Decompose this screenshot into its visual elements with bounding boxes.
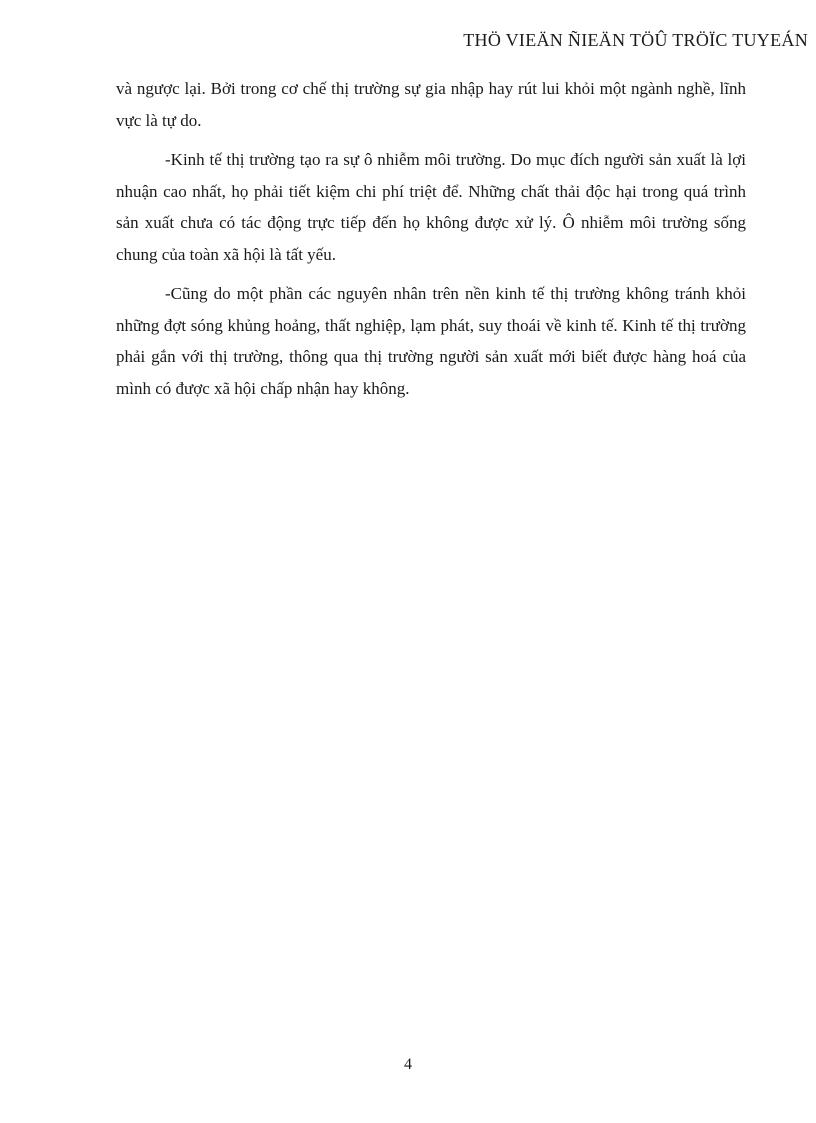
page-header: THÖ VIEÄN ÑIEÄN TÖÛ TRÖÏC TUYEÁN xyxy=(463,30,808,50)
page-number: 4 xyxy=(404,1056,412,1073)
paragraph-continuation: và ngược lại. Bởi trong cơ chế thị trường sự gia nhập hay rút lui khỏi một ngành nghề, lĩnh vực là tự do. xyxy=(116,79,746,130)
paragraph-crisis: -Cũng do một phần các nguyên nhân trên nền kinh tế thị trường không tránh khỏi những đợt sóng khủng hoảng, thất nghiệp, lạm phát, suy thoái về kinh tế. Kinh tế thị trường phải gắn với thị trường, thông qua thị trường người sản xuất mới biết được hàng hoá của mình có được xã hội chấp nhận hay không. xyxy=(116,284,746,398)
document-body xyxy=(116,73,746,404)
paragraph-pollution: -Kinh tế thị trường tạo ra sự ô nhiễm môi trường. Do mục đích người sản xuất là lợi nhuận cao nhất, họ phải tiết kiệm chi phí triệt để. Những chất thải độc hại trong quá trình sản xuất chưa có tác động trực tiếp đến họ không được xử lý. Ô nhiễm môi trường sống chung của toàn xã hội là tất yếu. xyxy=(116,150,746,264)
